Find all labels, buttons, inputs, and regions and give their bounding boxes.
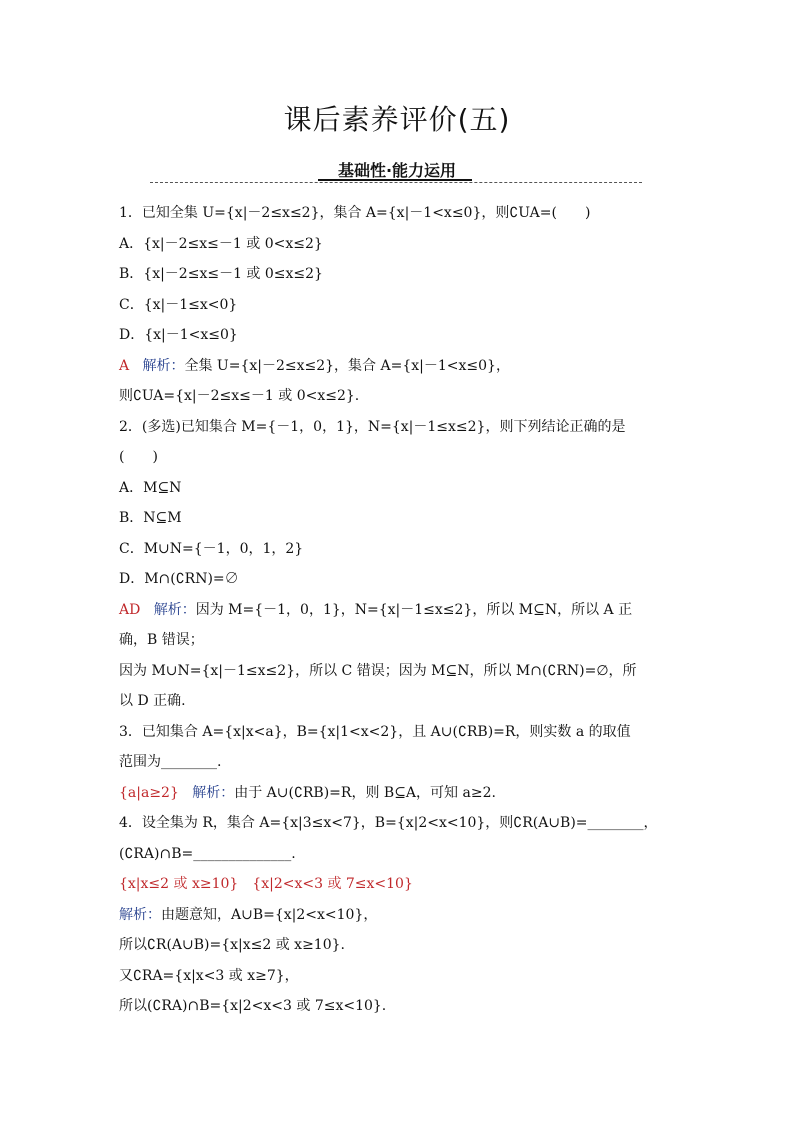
q2-stem-1: 2．(多选)已知集合 M={－1，0，1}，N={x|－1≤x≤2}，则下列结论正确的是: [119, 418, 626, 435]
q2-analysis-3: 因为 M∪N={x|－1≤x≤2}，所以 C 错误；因为 M⊆N，所以 M∩(∁RN)=∅，所: [119, 662, 637, 679]
section-heading: 基础性·能力运用: [337, 161, 457, 180]
q2-analysis-label: 解析：: [153, 601, 196, 618]
q1-analysis-1: 全集 U={x|－2≤x≤2}，集合 A={x|－1<x≤0}，: [184, 357, 510, 374]
q4-analysis-2: 所以∁R(A∪B)={x|x≤2 或 x≥10}.: [119, 937, 345, 953]
q4-stem-1: 4．设全集为 R，集合 A={x|3≤x<7}，B={x|2<x<10}，则∁R(A∪B)=________，: [119, 815, 658, 831]
q2-option-a: A．M⊆N: [119, 479, 182, 496]
q2-analysis-1: 因为 M={－1，0，1}，N={x|－1≤x≤2}，所以 M⊆N，所以 A 正: [195, 601, 633, 618]
q3-analysis-label: 解析：: [192, 784, 235, 801]
q4-answer: {x|x≤2 或 x≥10} {x|2<x<3 或 7≤x<10}: [119, 876, 413, 892]
page-title: 课后素养评价(五): [283, 103, 511, 136]
question-list: [119, 198, 679, 1022]
q4-analysis-line: [119, 900, 679, 931]
q1-answer: A: [119, 357, 130, 374]
q3-analysis: 由于 A∪(∁RB)=R，则 B⊆A，可知 a≥2.: [234, 784, 496, 801]
q2-stem-2: ( ): [119, 449, 158, 465]
q1-answer-line: [119, 351, 679, 382]
q2-option-c: C．M∪N={－1，0，1，2}: [119, 540, 304, 557]
q2-option-d: D．M∩(∁RN)=∅: [119, 571, 239, 587]
q4-analysis-1: 由题意知，A∪B={x|2<x<10}，: [161, 906, 378, 923]
q4-analysis-4: 所以(∁RA)∩B={x|2<x<3 或 7≤x<10}.: [119, 998, 387, 1014]
q2-analysis-4: 以 D 正确.: [119, 693, 186, 709]
q1-option-c: C．{x|－1≤x<0}: [119, 296, 238, 313]
q1-option-a: A．{x|－2≤x≤－1 或 0<x≤2}: [119, 235, 323, 252]
dashed-divider: [150, 182, 642, 183]
q4-analysis-label: 解析：: [119, 906, 161, 923]
q1-analysis-2: 则∁UA={x|－2≤x≤－1 或 0<x≤2}.: [119, 388, 360, 404]
q4-stem-2: (∁RA)∩B=______________.: [119, 845, 296, 862]
q4-analysis-3: 又∁RA={x|x<3 或 x≥7}，: [119, 967, 299, 984]
q1-option-d: D．{x|－1<x≤0}: [119, 327, 238, 343]
section-underline: [318, 179, 472, 181]
q2-analysis-2: 确，B 错误；: [119, 632, 204, 648]
q1-analysis-label: 解析：: [142, 357, 185, 374]
q3-stem-1: 3．已知集合 A={x|x<a}，B={x|1<x<2}，且 A∪(∁RB)=R，则实数 a 的取值: [119, 723, 631, 740]
q3-answer-line: [119, 778, 679, 809]
q1-stem: 1．已知全集 U={x|－2≤x≤2}，集合 A={x|－1<x≤0}，则∁UA=( ): [119, 205, 591, 221]
q1-option-b: B．{x|－2≤x≤－1 或 0≤x≤2}: [119, 266, 323, 282]
q2-answer: AD: [119, 601, 141, 618]
q3-answer: {a|a≥2}: [119, 784, 179, 801]
q2-option-b: B．N⊆M: [119, 510, 182, 526]
q3-stem-2: 范围为________.: [119, 754, 222, 770]
q2-answer-line: [119, 595, 679, 626]
